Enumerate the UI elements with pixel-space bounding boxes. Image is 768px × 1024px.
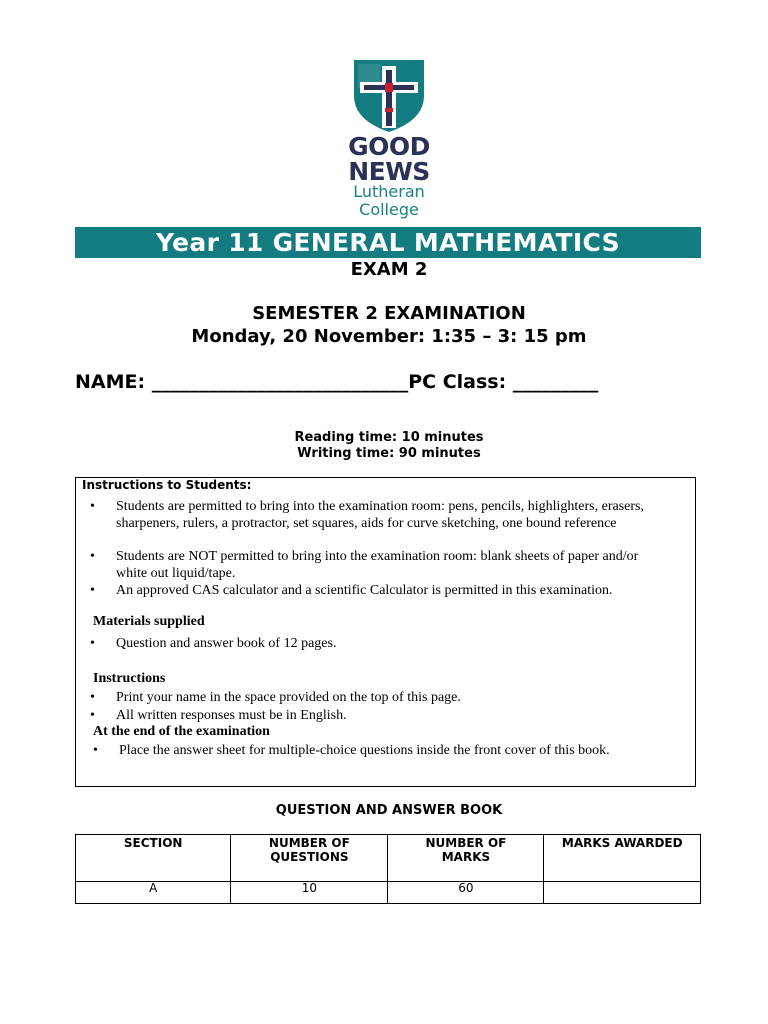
question-answer-book-heading: QUESTION AND ANSWER BOOK	[275, 803, 503, 818]
school-logo	[300, 52, 478, 224]
end-of-exam-item: Place the answer sheet for multiple-choice questions inside the front cover of this book.	[119, 743, 610, 758]
bullet-icon: •	[90, 549, 95, 564]
column-header-marks	[388, 835, 544, 882]
bullet-icon: •	[90, 583, 95, 598]
table-header-row	[76, 835, 701, 882]
instructions-subheading: Instructions	[93, 671, 166, 686]
bullet-icon: •	[90, 690, 95, 705]
column-header-marks-label: NUMBER OF MARKS	[425, 836, 507, 864]
writing-time: Writing time: 90 minutes	[297, 446, 481, 461]
materials-heading: Materials supplied	[93, 614, 205, 629]
bullet-icon: •	[93, 743, 98, 758]
materials-item: Question and answer book of 12 pages.	[116, 636, 337, 651]
instructions-item: All written responses must be in English.	[116, 708, 347, 723]
end-of-exam-heading: At the end of the examination	[93, 724, 270, 739]
instruction-bullet: An approved CAS calculator and a scientific Calculator is permitted in this examination.	[116, 583, 613, 598]
shield-cross-icon	[300, 52, 478, 132]
bullet-icon: •	[90, 708, 95, 723]
logo-line-good: GOOD	[348, 132, 430, 161]
table-row	[76, 882, 701, 904]
bullet-icon: •	[90, 636, 95, 651]
column-header-section: SECTION	[76, 835, 231, 882]
name-and-class-field[interactable]: NAME: ___________________________PC Class: _________	[75, 371, 599, 393]
table-cell-marks: 60	[388, 882, 544, 904]
reading-time: Reading time: 10 minutes	[294, 430, 484, 445]
table-cell-questions: 10	[231, 882, 388, 904]
table-cell-section: A	[76, 882, 231, 904]
instructions-heading: Instructions to Students:	[82, 478, 252, 492]
instruction-bullet: Students are permitted to bring into the examination room: pens, pencils, highlighters, erasers, sharpeners, rulers, a protractor, set squares, aids for curve sketching, one bound reference	[116, 499, 644, 531]
column-header-questions-label: NUMBER OF QUESTIONS	[268, 836, 350, 864]
column-header-marks-awarded: MARKS AWARDED	[544, 835, 701, 882]
exam-title-bar: Year 11 GENERAL MATHEMATICS	[75, 227, 701, 258]
column-header-questions	[231, 835, 388, 882]
logo-line-lutheran: Lutheran	[353, 182, 425, 201]
bullet-icon: •	[90, 499, 95, 514]
instruction-bullet: Students are NOT permitted to bring into the examination room: blank sheets of paper and/or white out liquid/tape.	[116, 549, 639, 581]
instructions-item: Print your name in the space provided on the top of this page.	[116, 690, 461, 705]
marks-table	[75, 834, 701, 904]
instructions-box	[75, 477, 696, 787]
exam-date: Monday, 20 November: 1:35 – 3: 15 pm	[191, 326, 587, 347]
logo-line-news: NEWS	[348, 157, 430, 186]
table-cell-marks-awarded[interactable]	[544, 882, 701, 904]
logo-line-college: College	[359, 200, 419, 219]
exam-number: EXAM 2	[350, 259, 428, 280]
semester-heading: SEMESTER 2 EXAMINATION	[252, 303, 526, 324]
